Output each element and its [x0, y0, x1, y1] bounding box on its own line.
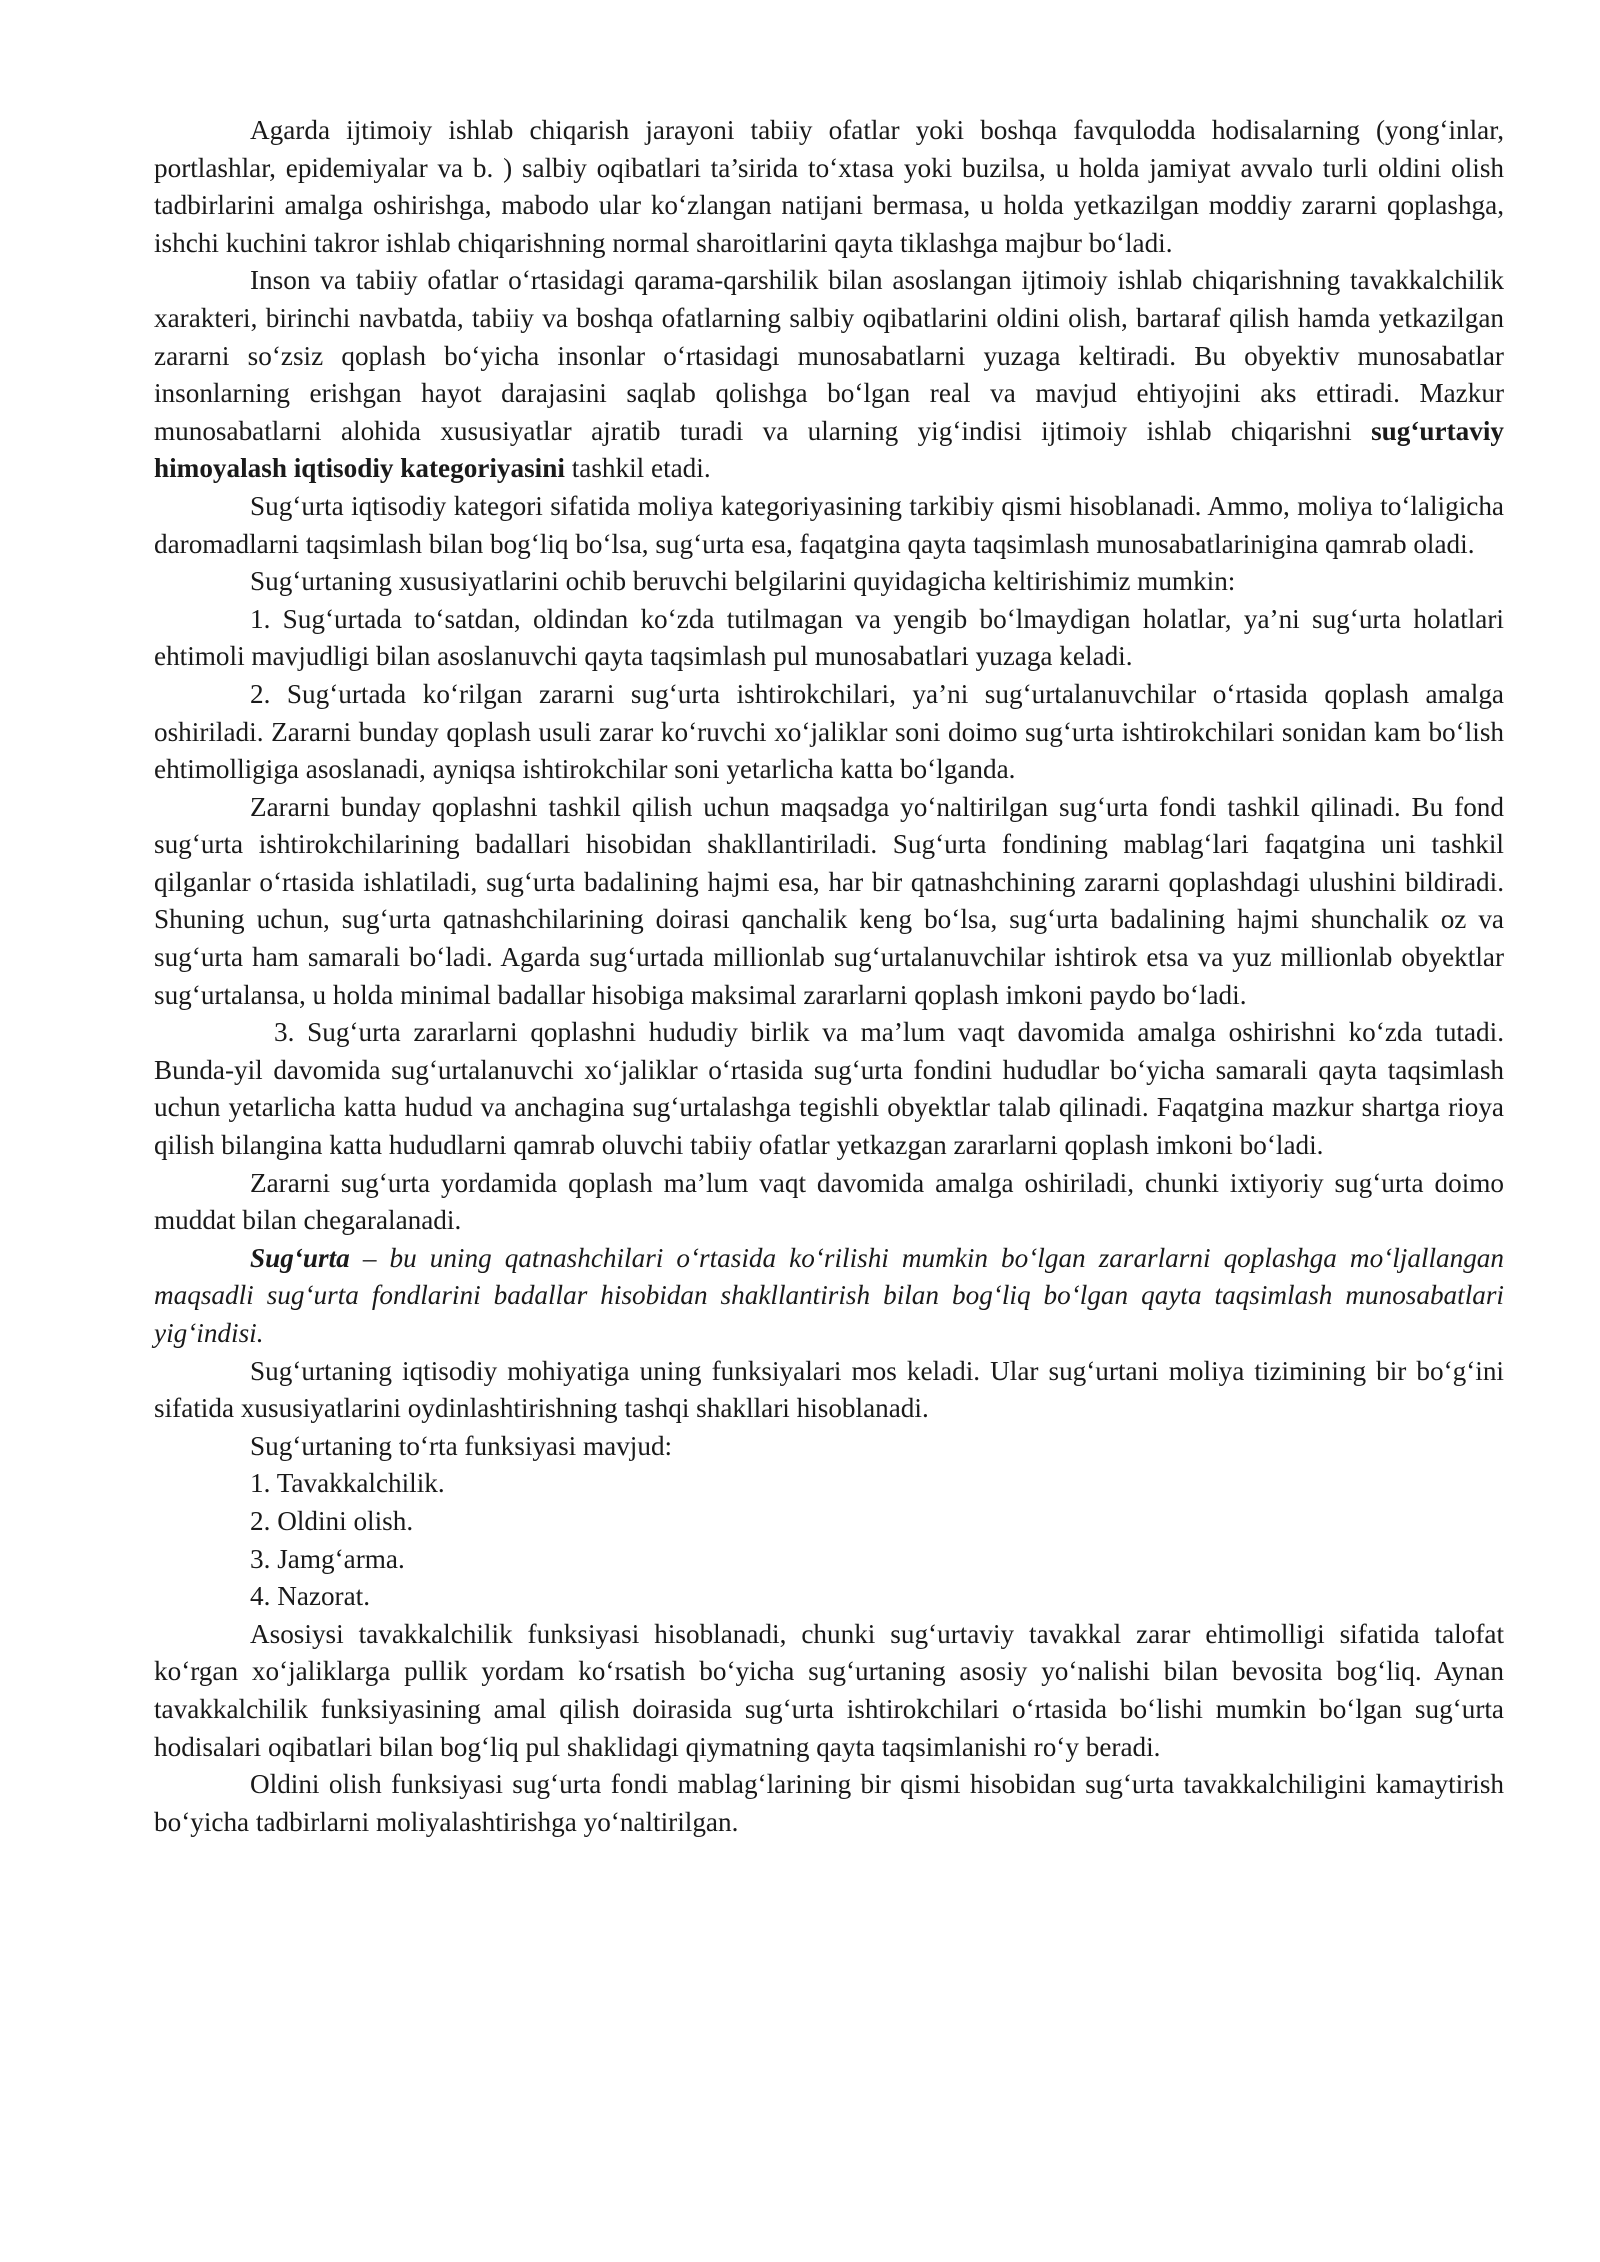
paragraph-functions-intro: Sug‘urtaning to‘rta funksiyasi mavjud:	[250, 1430, 673, 1461]
paragraph-insurance-fund: Zararni bunday qoplashni tashkil qilish uchun maqsadga yo‘naltirilgan sug‘urta fondi tashkil qilinadi. Bu fond sug‘urta ishtirokchilarining badallari hisobidan shakllantiriladi. Sug‘urta fondining mablag‘lari faqatgina uni tashkil qilganlar o‘rtasida ishlatiladi, sug‘urta badalining hajmi esa, har bir qatnashchining zararni qoplashdagi ulushini bildiradi. Shuning uchun, sug‘urta qatnashchilarining doirasi qanchalik keng bo‘lsa, sug‘urta badalining hajmi shunchalik oz va sug‘urta ham samarali bo‘ladi. Agarda sug‘urtada millionlab sug‘urtalanuvchilar ishtirok etsa va yuz millionlab obyektlar sug‘urtalansa, u holda minimal badallar hisobiga maksimal zararlarni qoplash imkoni paydo bo‘ladi.	[154, 791, 1504, 1010]
list-item-function-1: 1. Tavakkalchilik.	[250, 1468, 445, 1499]
paragraph-feature-1: 1. Sug‘urtada to‘satdan, oldindan ko‘zda tutilmagan va yengib bo‘lmaydigan holatlar, ya’ni sug‘urta holatlari ehtimoli mavjudligi bilan asoslanuvchi qayta taqsimlash pul munosabatlari yuzaga keladi.	[154, 603, 1504, 672]
paragraph-insurance-category: Sug‘urta iqtisodiy kategori sifatida moliya kategoriyasining tarkibiy qismi hisoblanadi. Ammo, moliya to‘laligicha daromadlarni taqsimlash bilan bog‘liq bo‘lsa, sug‘urta esa, faqatgina qayta taqsimlash munosabatlarinigina qamrab oladi.	[154, 490, 1504, 559]
paragraph-definition	[154, 1240, 1504, 1353]
definition-text: – bu uning qatnashchilari o‘rtasida ko‘rilishi mumkin bo‘lgan zararlarni qoplashga mo‘ljallangan maqsadli sug‘urta fondlarini badallar hisobidan shakllantirish bilan bog‘liq bo‘lgan qayta taqsimlash munosabatlari yig‘indisi.	[154, 1242, 1504, 1348]
list-item-function-3: 3. Jamg‘arma.	[250, 1543, 405, 1574]
definition-term: Sug‘urta	[250, 1242, 350, 1273]
paragraph-text: Inson va tabiiy ofatlar o‘rtasidagi qarama-qarshilik bilan asoslangan ijtimoiy ishlab chiqarishning tavakkalchilik xarakteri, birinchi navbatda, tabiiy va boshqa ofatlarning salbiy oqibatlarini oldini olish, bartaraf qilish hamda yetkazilgan zararni so‘zsiz qoplash bo‘yicha insonlar o‘rtasidagi munosabatlarni yuzaga keltiradi. Bu obyektiv munosabatlar insonlarning erishgan hayot darajasini saqlab qolishga bo‘lgan real va mavjud ehtiyojini aks ettiradi. Mazkur munosabatlarni alohida xususiyatlar ajratib turadi va ularning yig‘indisi ijtimoiy ishlab chiqarishni	[154, 265, 1504, 446]
paragraph-intro: Agarda ijtimoiy ishlab chiqarish jarayoni tabiiy ofatlar yoki boshqa favqulodda hodisalarning (yong‘inlar, portlashlar, epidemiyalar va b. ) salbiy oqibatlari ta’sirida to‘xtasa yoki buzilsa, u holda jamiyat avvalo turli oldini olish tadbirlarini amalga oshirishga, mabodo ular ko‘zlangan natijani bermasa, u holda yetkazilgan moddiy zararni qoplashga, ishchi kuchini takror ishlab chiqarishning normal sharoitlarini qayta tiklashga majbur bo‘ladi.	[154, 115, 1504, 258]
list-item-function-4: 4. Nazorat.	[250, 1581, 371, 1612]
paragraph-feature-2: 2. Sug‘urtada ko‘rilgan zararni sug‘urta ishtirokchilari, ya’ni sug‘urtalanuvchilar o‘rtasida qoplash amalga oshiriladi. Zararni bunday qoplash usuli zarar ko‘ruvchi xo‘jaliklar soni doimo sug‘urta ishtirokchilari sonidan kam bo‘lish ehtimolligiga asoslanadi, ayniqsa ishtirokchilar soni yetarlicha katta bo‘lganda.	[154, 678, 1504, 785]
paragraph-features-intro: Sug‘urtaning xususiyatlarini ochib beruvchi belgilarini quyidagicha keltirishimiz mumkin:	[250, 566, 1236, 597]
document-page	[154, 112, 1504, 1841]
list-item-function-2: 2. Oldini olish.	[250, 1505, 414, 1536]
bold-term: sug‘urtaviy himoyalash iqtisodiy kategoriyasini	[154, 415, 1504, 484]
paragraph-time-limit: Zararni sug‘urta yordamida qoplash ma’lum vaqt davomida amalga oshiriladi, chunki ixtiyoriy sug‘urta doimo muddat bilan chegaralanadi.	[154, 1167, 1504, 1236]
paragraph-text: tashkil etadi.	[564, 453, 711, 484]
paragraph-feature-3: 3. Sug‘urta zararlarni qoplashni hududiy birlik va ma’lum vaqt davomida amalga oshirishni ko‘zda tutadi. Bunda-yil davomida sug‘urtalanuvchi xo‘jaliklar o‘rtasida sug‘urta fondini hududlar bo‘yicha samarali qayta taqsimlash uchun yetarlicha katta hudud va anchagina sug‘urtalashga tegishli obyektlar talab qilinadi. Faqatgina mazkur shartga rioya qilish bilangina katta hududlarni qamrab oluvchi tabiiy ofatlar yetkazgan zararlarni qoplash imkoni bo‘ladi.	[154, 1017, 1504, 1161]
paragraph-risk-function: Asosiysi tavakkalchilik funksiyasi hisoblanadi, chunki sug‘urtaviy tavakkal zarar ehtimolligi sifatida talofat ko‘rgan xo‘jaliklarga pullik yordam ko‘rsatish bo‘yicha sug‘urtaning asosiy yo‘nalishi bilan bevosita bog‘liq. Aynan tavakkalchilik funksiyasining amal qilish doirasida sug‘urta ishtirokchilari o‘rtasida bo‘lishi mumkin bo‘lgan sug‘urta hodisalari oqibatlari bilan bog‘liq pul shaklidagi qiymatning qayta taqsimlanishi ro‘y beradi.	[154, 1618, 1504, 1762]
paragraph-functions-essence: Sug‘urtaning iqtisodiy mohiyatiga uning funksiyalari mos keladi. Ular sug‘urtani moliya tizimining bir bo‘g‘ini sifatida xususiyatlarini oydinlashtirishning tashqi shakllari hisoblanadi.	[154, 1355, 1504, 1424]
paragraph-prevention-function: Oldini olish funksiyasi sug‘urta fondi mablag‘larining bir qismi hisobidan sug‘urta tavakkalchiligini kamaytirish bo‘yicha tadbirlarni moliyalashtirishga yo‘naltirilgan.	[154, 1769, 1504, 1837]
paragraph-risk-character	[154, 262, 1504, 488]
